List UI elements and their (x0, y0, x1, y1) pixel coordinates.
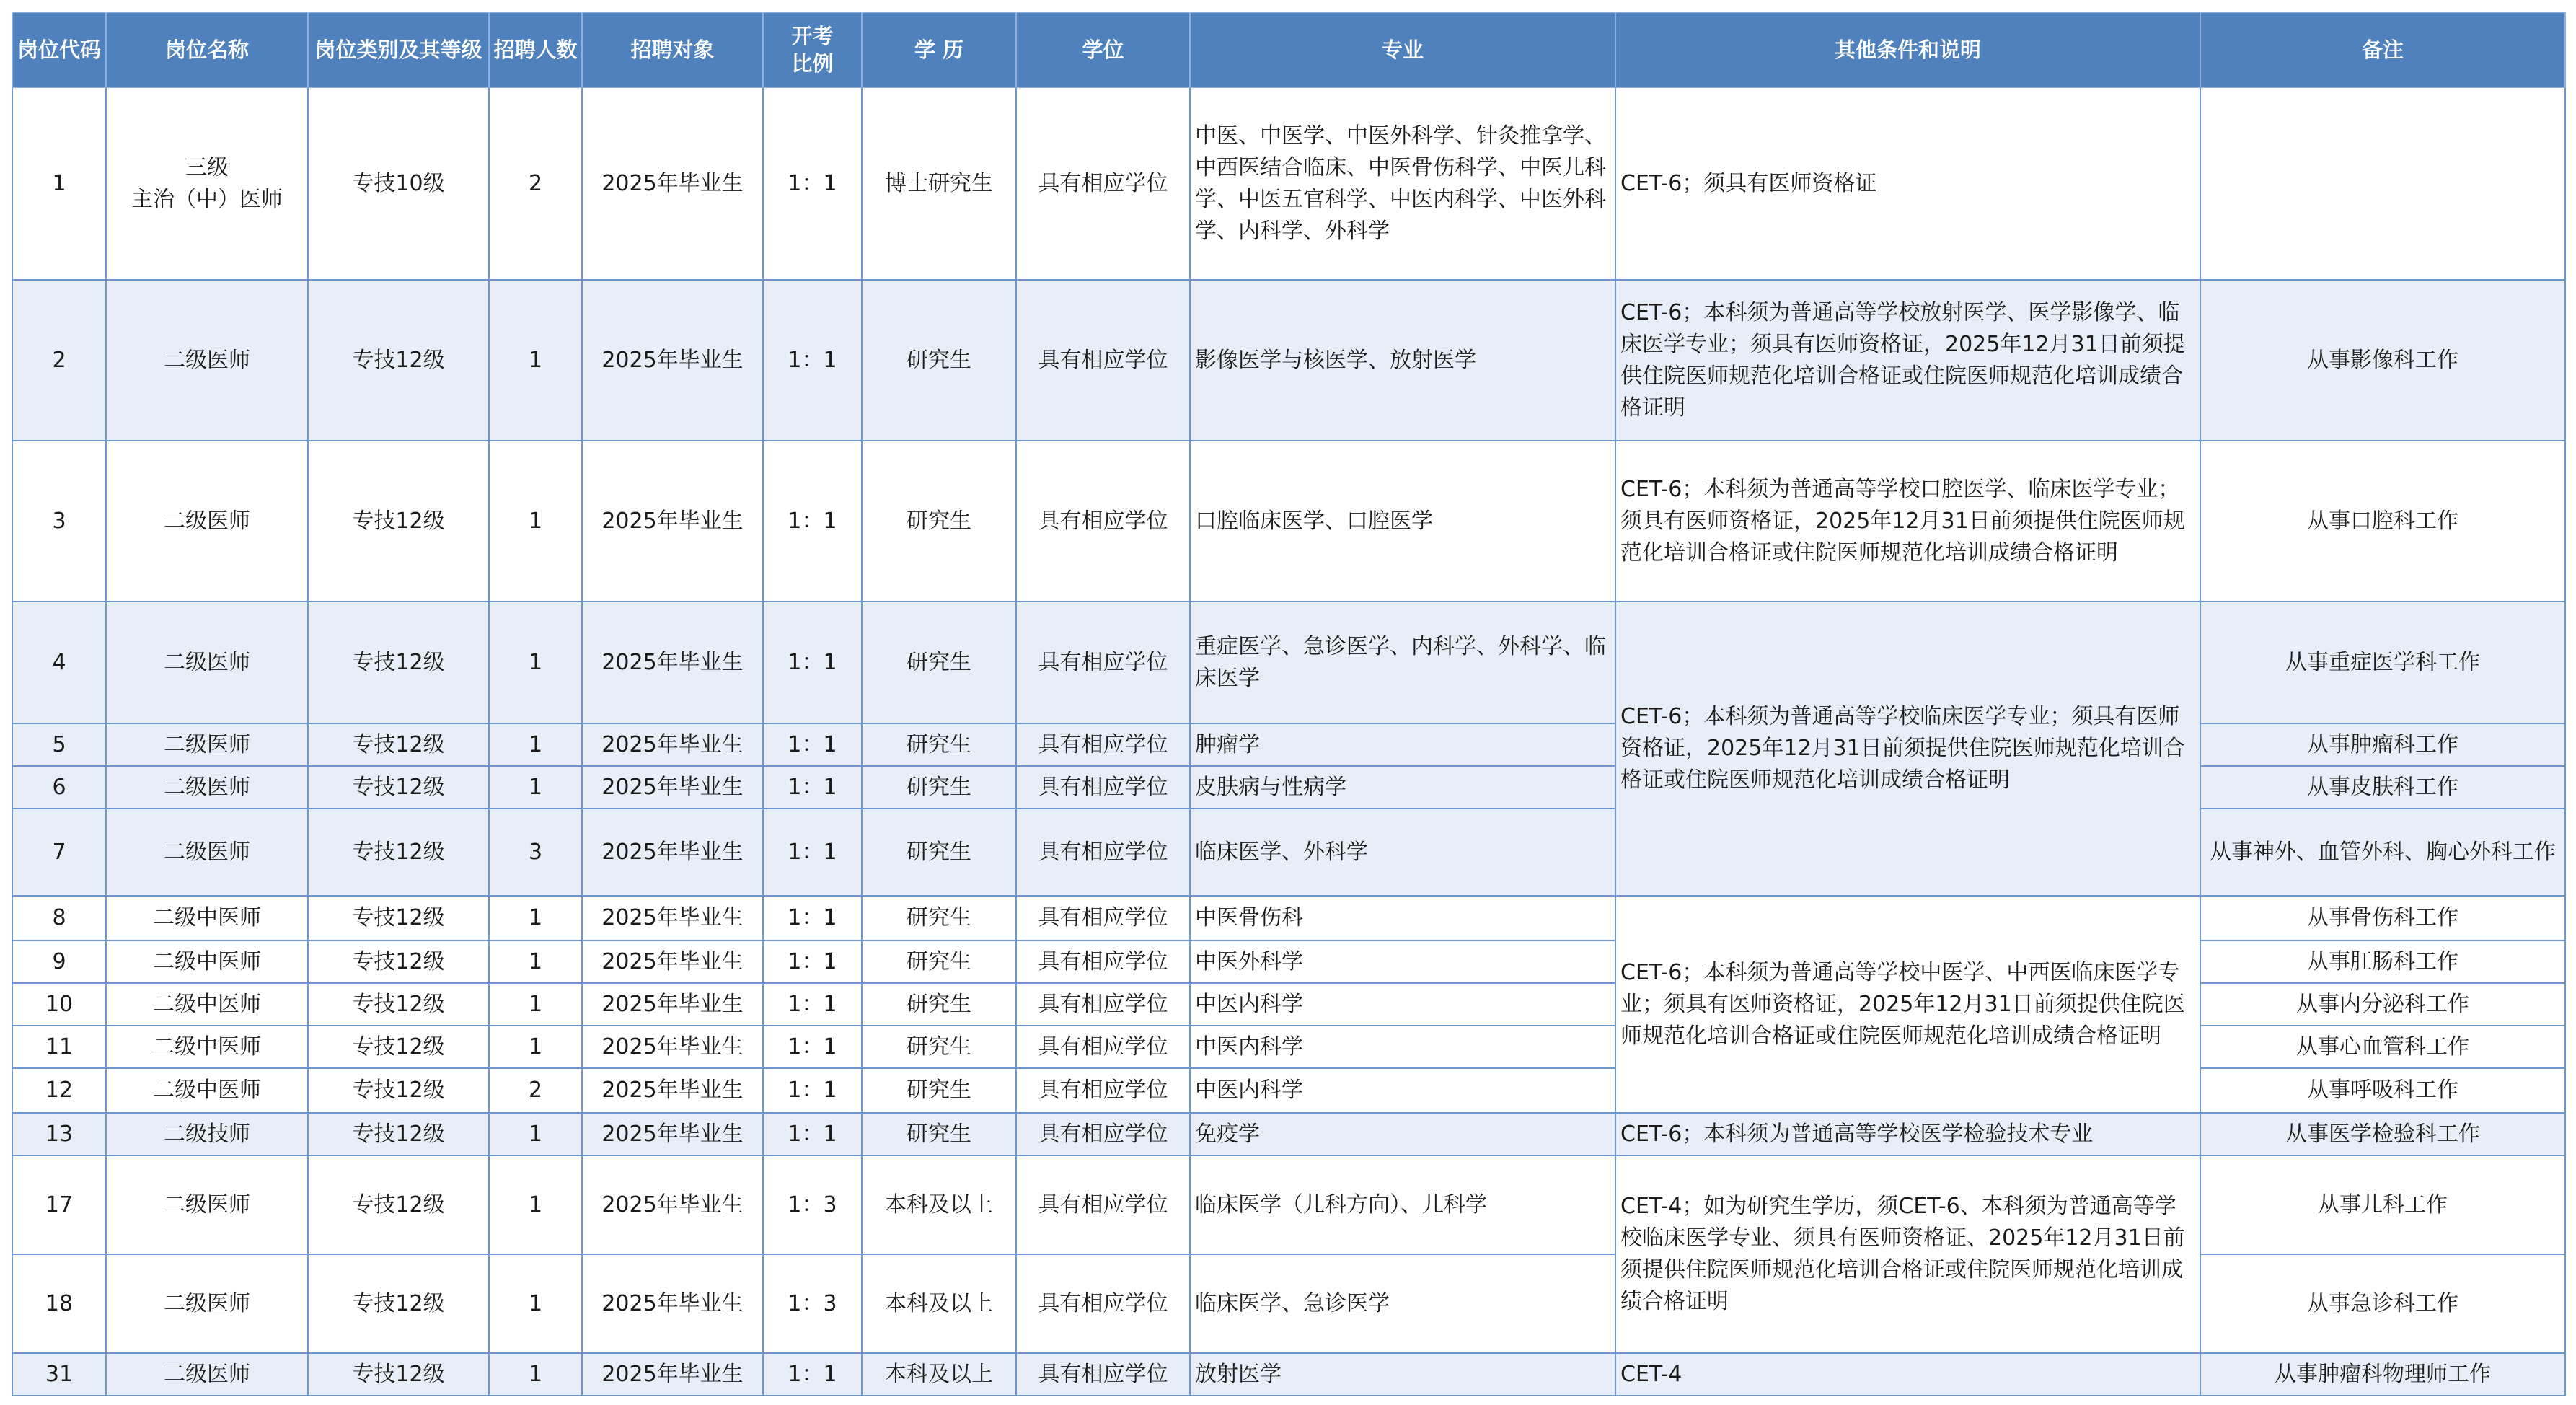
cell-major: 临床医学、急诊医学 (1190, 1254, 1615, 1353)
cell-position-category: 专技12级 (308, 896, 489, 941)
header-position-code: 岗位代码 (12, 12, 106, 87)
cell-remark: 从事骨伤科工作 (2200, 896, 2565, 941)
cell-exam-ratio: 1：3 (763, 1155, 862, 1254)
cell-hire-count: 1 (489, 723, 582, 766)
header-remark: 备注 (2200, 12, 2565, 87)
cell-hire-count: 1 (489, 983, 582, 1026)
cell-position-code: 4 (12, 602, 106, 723)
cell-position-category: 专技12级 (308, 941, 489, 983)
cell-remark: 从事急诊科工作 (2200, 1254, 2565, 1353)
table-header (12, 12, 2565, 87)
cell-position-name: 二级医师 (106, 280, 308, 441)
cell-exam-ratio: 1：1 (763, 441, 862, 602)
cell-conditions: CET-6；本科须为普通高等学校放射医学、医学影像学、临床医学专业；须具有医师资格证，2025年12月31日前须提供住院医师规范化培训合格证或住院医师规范化培训成绩合格证明 (1615, 280, 2200, 441)
cell-education: 博士研究生 (862, 87, 1016, 280)
cell-position-code: 5 (12, 723, 106, 766)
cell-exam-ratio: 1：1 (763, 1353, 862, 1396)
cell-hire-target: 2025年毕业生 (582, 723, 763, 766)
cell-hire-target: 2025年毕业生 (582, 602, 763, 723)
cell-exam-ratio: 1：1 (763, 723, 862, 766)
cell-hire-target: 2025年毕业生 (582, 1026, 763, 1068)
cell-position-name: 二级中医师 (106, 1026, 308, 1068)
cell-degree: 具有相应学位 (1016, 983, 1190, 1026)
table-row (12, 1155, 2565, 1254)
cell-position-category: 专技12级 (308, 280, 489, 441)
cell-hire-count: 1 (489, 602, 582, 723)
cell-hire-count: 2 (489, 87, 582, 280)
cell-remark (2200, 87, 2565, 280)
cell-position-category: 专技12级 (308, 602, 489, 723)
cell-hire-target: 2025年毕业生 (582, 766, 763, 809)
cell-education: 研究生 (862, 1113, 1016, 1155)
cell-position-name: 二级中医师 (106, 983, 308, 1026)
cell-exam-ratio: 1：1 (763, 1068, 862, 1113)
header-row (12, 12, 2565, 87)
table-row (12, 87, 2565, 280)
cell-remark: 从事医学检验科工作 (2200, 1113, 2565, 1155)
cell-hire-target: 2025年毕业生 (582, 941, 763, 983)
cell-position-name: 二级中医师 (106, 941, 308, 983)
cell-position-code: 31 (12, 1353, 106, 1396)
cell-hire-count: 3 (489, 809, 582, 896)
cell-major: 皮肤病与性病学 (1190, 766, 1615, 809)
cell-major: 临床医学（儿科方向）、儿科学 (1190, 1155, 1615, 1254)
cell-remark: 从事儿科工作 (2200, 1155, 2565, 1254)
cell-exam-ratio: 1：1 (763, 809, 862, 896)
cell-hire-target: 2025年毕业生 (582, 280, 763, 441)
cell-hire-count: 1 (489, 1026, 582, 1068)
cell-hire-target: 2025年毕业生 (582, 1155, 763, 1254)
cell-remark: 从事肛肠科工作 (2200, 941, 2565, 983)
cell-conditions: CET-6；须具有医师资格证 (1615, 87, 2200, 280)
cell-remark: 从事心血管科工作 (2200, 1026, 2565, 1068)
cell-degree: 具有相应学位 (1016, 766, 1190, 809)
cell-education: 研究生 (862, 809, 1016, 896)
cell-position-name: 二级医师 (106, 809, 308, 896)
cell-position-category: 专技12级 (308, 1026, 489, 1068)
cell-position-category: 专技12级 (308, 809, 489, 896)
cell-position-name: 二级医师 (106, 1353, 308, 1396)
header-position-category: 岗位类别及其等级 (308, 12, 489, 87)
cell-education: 研究生 (862, 896, 1016, 941)
cell-exam-ratio: 1：1 (763, 280, 862, 441)
table-row (12, 441, 2565, 602)
table-row (12, 280, 2565, 441)
cell-degree: 具有相应学位 (1016, 941, 1190, 983)
cell-exam-ratio: 1：1 (763, 1026, 862, 1068)
cell-hire-target: 2025年毕业生 (582, 983, 763, 1026)
cell-remark: 从事重症医学科工作 (2200, 602, 2565, 723)
cell-position-name: 三级 主治（中）医师 (106, 87, 308, 280)
cell-degree: 具有相应学位 (1016, 1113, 1190, 1155)
cell-hire-target: 2025年毕业生 (582, 809, 763, 896)
cell-position-code: 7 (12, 809, 106, 896)
cell-remark: 从事皮肤科工作 (2200, 766, 2565, 809)
header-major: 专业 (1190, 12, 1615, 87)
cell-position-category: 专技12级 (308, 441, 489, 602)
cell-hire-target: 2025年毕业生 (582, 896, 763, 941)
cell-major: 重症医学、急诊医学、内科学、外科学、临床医学 (1190, 602, 1615, 723)
cell-degree: 具有相应学位 (1016, 280, 1190, 441)
cell-hire-target: 2025年毕业生 (582, 1254, 763, 1353)
table-row (12, 896, 2565, 941)
cell-position-code: 6 (12, 766, 106, 809)
cell-education: 研究生 (862, 983, 1016, 1026)
header-position-name: 岗位名称 (106, 12, 308, 87)
cell-position-category: 专技12级 (308, 1113, 489, 1155)
cell-hire-count: 1 (489, 441, 582, 602)
cell-education: 研究生 (862, 441, 1016, 602)
cell-hire-count: 1 (489, 896, 582, 941)
table-row (12, 1113, 2565, 1155)
cell-position-name: 二级医师 (106, 766, 308, 809)
cell-remark: 从事肿瘤科物理师工作 (2200, 1353, 2565, 1396)
cell-exam-ratio: 1：1 (763, 766, 862, 809)
cell-position-code: 12 (12, 1068, 106, 1113)
cell-hire-target: 2025年毕业生 (582, 1068, 763, 1113)
cell-exam-ratio: 1：1 (763, 896, 862, 941)
cell-position-code: 9 (12, 941, 106, 983)
cell-major: 放射医学 (1190, 1353, 1615, 1396)
cell-degree: 具有相应学位 (1016, 1254, 1190, 1353)
recruitment-table (12, 12, 2566, 1396)
cell-degree: 具有相应学位 (1016, 441, 1190, 602)
cell-degree: 具有相应学位 (1016, 1026, 1190, 1068)
cell-position-category: 专技12级 (308, 723, 489, 766)
header-exam-ratio: 开考 比例 (763, 12, 862, 87)
cell-hire-count: 1 (489, 1254, 582, 1353)
cell-hire-target: 2025年毕业生 (582, 87, 763, 280)
cell-major: 中医内科学 (1190, 1026, 1615, 1068)
cell-remark: 从事神外、血管外科、胸心外科工作 (2200, 809, 2565, 896)
cell-position-category: 专技10级 (308, 87, 489, 280)
cell-degree: 具有相应学位 (1016, 602, 1190, 723)
cell-position-name: 二级医师 (106, 441, 308, 602)
cell-remark: 从事影像科工作 (2200, 280, 2565, 441)
cell-position-code: 17 (12, 1155, 106, 1254)
cell-remark: 从事呼吸科工作 (2200, 1068, 2565, 1113)
cell-education: 研究生 (862, 766, 1016, 809)
table-body (12, 87, 2565, 1396)
cell-hire-target: 2025年毕业生 (582, 441, 763, 602)
cell-education: 研究生 (862, 941, 1016, 983)
cell-hire-target: 2025年毕业生 (582, 1113, 763, 1155)
cell-exam-ratio: 1：3 (763, 1254, 862, 1353)
cell-education: 研究生 (862, 602, 1016, 723)
cell-position-category: 专技12级 (308, 1068, 489, 1113)
cell-conditions: CET-6；本科须为普通高等学校医学检验技术专业 (1615, 1113, 2200, 1155)
cell-conditions: CET-6；本科须为普通高等学校中医学、中西医临床医学专业；须具有医师资格证，2025年12月31日前须提供住院医师规范化培训合格证或住院医师规范化培训成绩合格证明 (1615, 896, 2200, 1113)
cell-position-category: 专技12级 (308, 1353, 489, 1396)
cell-degree: 具有相应学位 (1016, 87, 1190, 280)
cell-conditions: CET-6；本科须为普通高等学校口腔医学、临床医学专业；须具有医师资格证，2025年12月31日前须提供住院医师规范化培训合格证或住院医师规范化培训成绩合格证明 (1615, 441, 2200, 602)
header-education: 学 历 (862, 12, 1016, 87)
cell-education: 本科及以上 (862, 1353, 1016, 1396)
cell-remark: 从事肿瘤科工作 (2200, 723, 2565, 766)
cell-position-code: 10 (12, 983, 106, 1026)
cell-education: 研究生 (862, 723, 1016, 766)
cell-hire-count: 1 (489, 280, 582, 441)
table-row (12, 1353, 2565, 1396)
cell-position-name: 二级技师 (106, 1113, 308, 1155)
cell-major: 肿瘤学 (1190, 723, 1615, 766)
cell-conditions: CET-6；本科须为普通高等学校临床医学专业；须具有医师资格证，2025年12月31日前须提供住院医师规范化培训合格证或住院医师规范化培训成绩合格证明 (1615, 602, 2200, 896)
cell-degree: 具有相应学位 (1016, 896, 1190, 941)
header-hire-count: 招聘人数 (489, 12, 582, 87)
cell-position-code: 3 (12, 441, 106, 602)
cell-position-name: 二级医师 (106, 1155, 308, 1254)
cell-position-code: 2 (12, 280, 106, 441)
cell-major: 影像医学与核医学、放射医学 (1190, 280, 1615, 441)
cell-position-code: 13 (12, 1113, 106, 1155)
cell-major: 临床医学、外科学 (1190, 809, 1615, 896)
cell-major: 中医外科学 (1190, 941, 1615, 983)
cell-position-code: 18 (12, 1254, 106, 1353)
cell-degree: 具有相应学位 (1016, 723, 1190, 766)
header-degree: 学位 (1016, 12, 1190, 87)
cell-education: 本科及以上 (862, 1155, 1016, 1254)
cell-position-category: 专技12级 (308, 983, 489, 1026)
cell-major: 中医内科学 (1190, 983, 1615, 1026)
cell-exam-ratio: 1：1 (763, 1113, 862, 1155)
header-conditions: 其他条件和说明 (1615, 12, 2200, 87)
cell-education: 研究生 (862, 1068, 1016, 1113)
cell-position-code: 1 (12, 87, 106, 280)
cell-hire-count: 1 (489, 1155, 582, 1254)
cell-degree: 具有相应学位 (1016, 1068, 1190, 1113)
cell-exam-ratio: 1：1 (763, 87, 862, 280)
cell-position-code: 8 (12, 896, 106, 941)
cell-position-category: 专技12级 (308, 1155, 489, 1254)
cell-hire-target: 2025年毕业生 (582, 1353, 763, 1396)
cell-position-category: 专技12级 (308, 766, 489, 809)
cell-major: 口腔临床医学、口腔医学 (1190, 441, 1615, 602)
cell-major: 中医、中医学、中医外科学、针灸推拿学、中西医结合临床、中医骨伤科学、中医儿科学、中医五官科学、中医内科学、中医外科学、内科学、外科学 (1190, 87, 1615, 280)
cell-exam-ratio: 1：1 (763, 602, 862, 723)
cell-position-code: 11 (12, 1026, 106, 1068)
cell-position-name: 二级医师 (106, 723, 308, 766)
cell-position-name: 二级中医师 (106, 896, 308, 941)
cell-hire-count: 1 (489, 1353, 582, 1396)
cell-position-name: 二级中医师 (106, 1068, 308, 1113)
cell-position-category: 专技12级 (308, 1254, 489, 1353)
cell-exam-ratio: 1：1 (763, 941, 862, 983)
cell-education: 本科及以上 (862, 1254, 1016, 1353)
cell-position-name: 二级医师 (106, 602, 308, 723)
cell-exam-ratio: 1：1 (763, 983, 862, 1026)
cell-hire-count: 1 (489, 941, 582, 983)
header-hire-target: 招聘对象 (582, 12, 763, 87)
cell-education: 研究生 (862, 280, 1016, 441)
cell-degree: 具有相应学位 (1016, 1353, 1190, 1396)
cell-education: 研究生 (862, 1026, 1016, 1068)
cell-hire-count: 2 (489, 1068, 582, 1113)
cell-hire-count: 1 (489, 766, 582, 809)
cell-major: 中医骨伤科 (1190, 896, 1615, 941)
cell-conditions: CET-4；如为研究生学历，须CET-6、本科须为普通高等学校临床医学专业、须具有医师资格证、2025年12月31日前须提供住院医师规范化培训合格证或住院医师规范化培训成绩合格证明 (1615, 1155, 2200, 1353)
cell-hire-count: 1 (489, 1113, 582, 1155)
cell-degree: 具有相应学位 (1016, 809, 1190, 896)
table-row (12, 602, 2565, 723)
cell-major: 中医内科学 (1190, 1068, 1615, 1113)
cell-position-name: 二级医师 (106, 1254, 308, 1353)
cell-remark: 从事内分泌科工作 (2200, 983, 2565, 1026)
cell-conditions: CET-4 (1615, 1353, 2200, 1396)
cell-remark: 从事口腔科工作 (2200, 441, 2565, 602)
cell-degree: 具有相应学位 (1016, 1155, 1190, 1254)
cell-major: 免疫学 (1190, 1113, 1615, 1155)
